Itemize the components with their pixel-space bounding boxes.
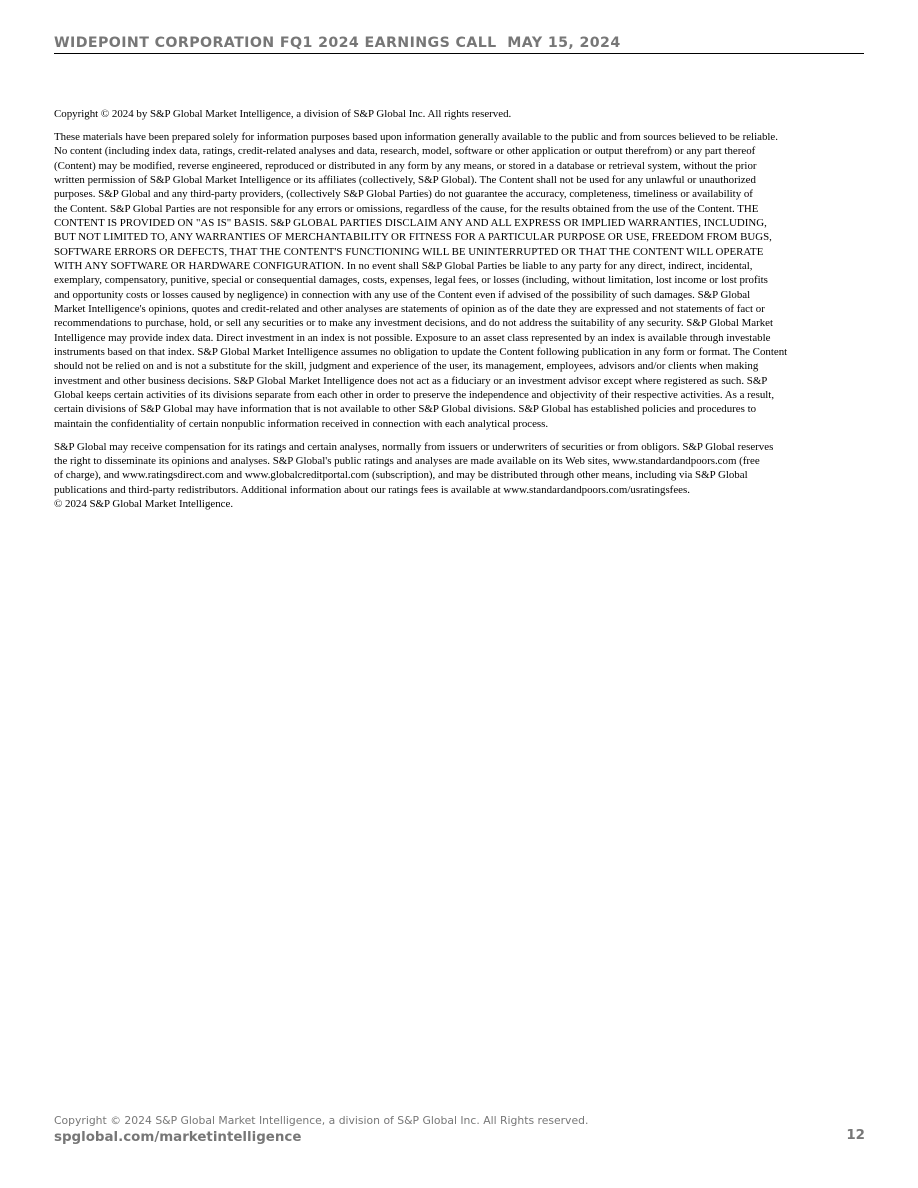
text-line: of charge), and www.ratingsdirect.com and www.globalcreditportal.com (subscription), and may be distributed through other means, including via S&P Global	[54, 469, 748, 482]
text-line: publications and third-party redistributors. Additional information about our ratings fees is available at www.standardandpoors.com/usratingsfees.	[54, 483, 690, 496]
text-line: Global keeps certain activities of its divisions separate from each other in order to preserve the independence and objectivity of their respective activities. As a result,	[54, 389, 775, 402]
disclaimer-paragraph	[54, 130, 865, 431]
footer-website-link[interactable]: spglobal.com/marketintelligence	[54, 1130, 302, 1145]
text-line: should not be relied on and is not a substitute for the skill, judgment and experience of the user, its management, employees, advisors and/or clients when making	[54, 360, 759, 373]
page-number: 12	[846, 1128, 865, 1143]
text-line: No content (including index data, ratings, credit-related analyses and data, research, model, software or other application or output therefrom) or any part thereof	[54, 145, 756, 158]
copyright-statement: Copyright © 2024 by S&P Global Market Intelligence, a division of S&P Global Inc. All rights reserved.	[54, 108, 512, 120]
page-footer	[54, 1113, 865, 1147]
text-line: instruments based on that index. S&P Global Market Intelligence assumes no obligation to update the Content following publication in any form or format. The Content	[54, 346, 788, 359]
text-line: Intelligence may provide index data. Direct investment in an index is not possible. Exposure to an asset class represented by an index is available through investable	[54, 331, 771, 344]
page-header	[54, 34, 864, 54]
text-line: purposes. S&P Global and any third-party providers, (collectively S&P Global Parties) do not guarantee the accuracy, completeness, timeliness or availability of	[54, 188, 753, 201]
text-line: maintain the confidentiality of certain nonpublic information received in connection with each analytical process.	[54, 417, 549, 430]
text-line: investment and other business decisions. S&P Global Market Intelligence does not act as a fiduciary or an investment advisor except where registered as such. S&P	[54, 374, 768, 387]
text-line: S&P Global may receive compensation for its ratings and certain analyses, normally from issuers or underwriters of securities or from obligors. S&P Global reserves	[54, 440, 774, 453]
text-line: SOFTWARE ERRORS OR DEFECTS, THAT THE CONTENT'S FUNCTIONING WILL BE UNINTERRUPTED OR THAT THE CONTENT WILL OPERATE	[54, 245, 764, 258]
text-line: © 2024 S&P Global Market Intelligence.	[54, 498, 234, 511]
legal-content	[54, 107, 865, 511]
compensation-paragraph	[54, 440, 865, 512]
text-line: exemplary, compensatory, punitive, special or consequential damages, costs, expenses, legal fees, or losses (including, without limitation, lost income or lost profits	[54, 274, 768, 287]
text-line: Market Intelligence's opinions, quotes and credit-related and other analyses are statements of opinion as of the date they are expressed and not statements of fact or	[54, 303, 765, 316]
text-line: written permission of S&P Global Market Intelligence or its affiliates (collectively, S&P Global). The Content shall not be used for any unlawful or unauthorized	[54, 173, 756, 186]
text-line: CONTENT IS PROVIDED ON "AS IS" BASIS. S&P GLOBAL PARTIES DISCLAIM ANY AND ALL EXPRESS OR IMPLIED WARRANTIES, INCLUDING,	[54, 217, 767, 229]
text-line: and opportunity costs or losses caused by negligence) in connection with any use of the Content even if advised of the possibility of such damages. S&P Global	[54, 288, 751, 301]
text-line: the Content. S&P Global Parties are not responsible for any errors or omissions, regardless of the cause, for the results obtained from the use of the Content. THE	[54, 202, 759, 215]
text-line: These materials have been prepared solely for information purposes based upon information generally available to the public and from sources believed to be reliable.	[54, 130, 778, 143]
footer-copyright: Copyright © 2024 S&P Global Market Intelligence, a division of S&P Global Inc. All Rights reserved.	[54, 1114, 589, 1127]
header-title: WIDEPOINT CORPORATION FQ1 2024 EARNINGS CALL MAY 15, 2024	[54, 35, 621, 51]
text-line: BUT NOT LIMITED TO, ANY WARRANTIES OF MERCHANTABILITY OR FITNESS FOR A PARTICULAR PURPOSE OR USE, FREEDOM FROM BUGS,	[54, 231, 772, 244]
text-line: WITH ANY SOFTWARE OR HARDWARE CONFIGURATION. In no event shall S&P Global Parties be liable to any party for any direct, indirect, incidental,	[54, 260, 753, 273]
text-line: certain divisions of S&P Global may have information that is not available to other S&P Global divisions. S&P Global has established policies and procedures to	[54, 403, 757, 416]
text-line: (Content) may be modified, reverse engineered, reproduced or distributed in any form by any means, or stored in a database or retrieval system, without the prior	[54, 159, 757, 172]
text-line: recommendations to purchase, hold, or sell any securities or to make any investment decisions, and do not address the suitability of any security. S&P Global Market	[54, 317, 774, 330]
text-line: the right to disseminate its opinions and analyses. S&P Global's public ratings and analyses are made available on its Web sites, www.standardandpoors.com (free	[54, 455, 760, 468]
